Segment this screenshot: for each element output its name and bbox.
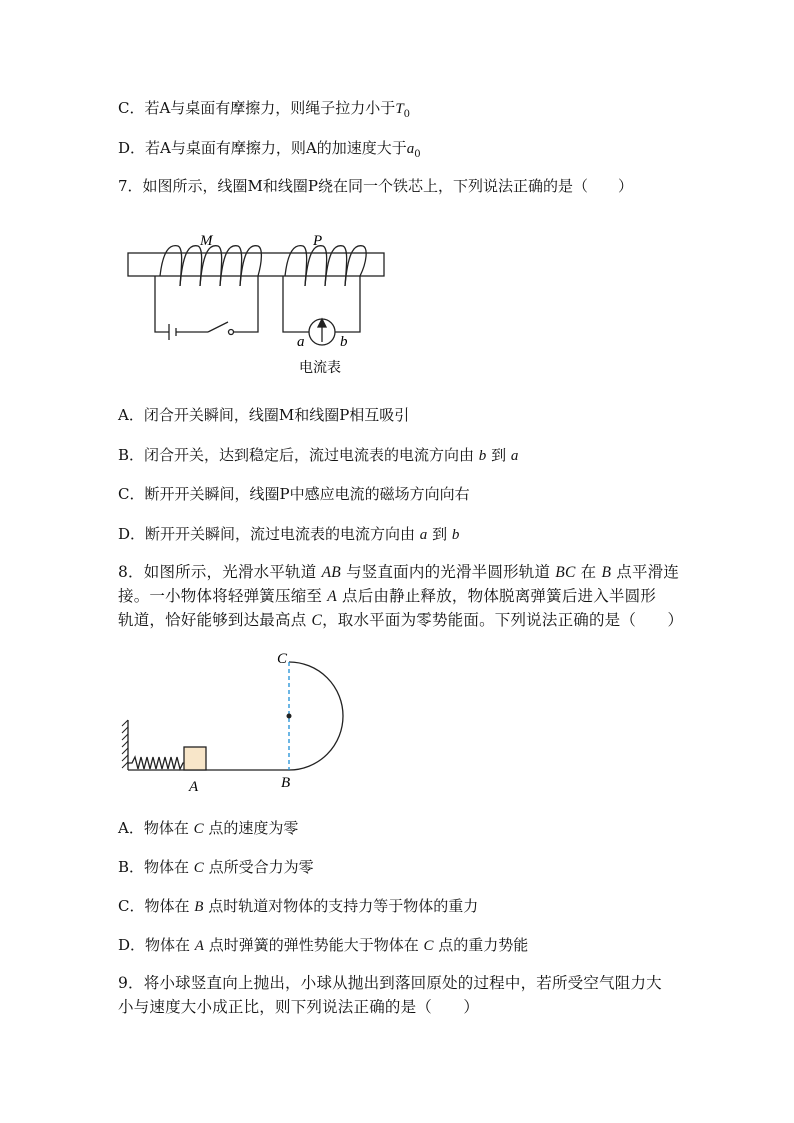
q7-option-d: D．断开开关瞬间，流过电流表的电流方向由 a 到 b <box>118 525 460 543</box>
coil-p <box>285 246 366 286</box>
q8-stem-line3: 轨道，恰好能够到达最高点 C，取水平面为零势能面。下列说法正确的是（ ） <box>118 611 684 629</box>
label-c-point: C <box>277 651 288 667</box>
q8-stem-line1: 8．如图所示，光滑水平轨道 AB 与竖直面内的光滑半圆形轨道 BC 在 B 点平滑连 <box>118 563 680 581</box>
semicircle-track <box>289 662 343 770</box>
q8-option-c: C．物体在 B 点时轨道对物体的支持力等于物体的重力 <box>118 897 479 915</box>
spring <box>128 757 184 769</box>
label-m: M <box>200 233 213 249</box>
wall-hatching <box>122 720 128 768</box>
label-p: P <box>313 233 323 249</box>
label-b-terminal: b <box>340 334 348 350</box>
q6-option-c: C．若A与桌面有摩擦力，则绳子拉力小于$T_0$ <box>118 99 411 120</box>
label-b-point: B <box>281 775 291 791</box>
coil-m <box>160 246 261 286</box>
center-point <box>287 714 292 719</box>
q8-option-d: D．物体在 A 点时弹簧的弹性势能大于物体在 C 点的重力势能 <box>118 936 529 954</box>
q9-stem-line2: 小与速度大小成正比，则下列说法正确的是（ ） <box>118 998 480 1016</box>
ammeter-caption: 电流表 <box>299 361 341 376</box>
label-a-point: A <box>189 779 199 795</box>
q8-option-b: B．物体在 C 点所受合力为零 <box>118 858 314 876</box>
q7-option-a: A．闭合开关瞬间，线圈M和线圈P相互吸引 <box>118 406 410 424</box>
q8-track-figure <box>122 662 343 770</box>
ammeter-circuit <box>283 276 360 345</box>
q7-option-b: B．闭合开关，达到稳定后，流过电流表的电流方向由 b 到 a <box>118 446 519 464</box>
battery-switch-circuit <box>155 276 258 340</box>
label-a-terminal: a <box>297 334 305 350</box>
q9-stem-line1: 9．将小球竖直向上抛出，小球从抛出到落回原处的过程中，若所受空气阻力大 <box>118 974 662 992</box>
q8-stem-line2: 接。一小物体将轻弹簧压缩至 A 点后由静止释放，物体脱离弹簧后进入半圆形 <box>118 587 657 605</box>
q6-option-d: D．若A与桌面有摩擦力，则A的加速度大于$a_0$ <box>118 139 421 160</box>
q8-option-a: A．物体在 C 点的速度为零 <box>118 819 299 837</box>
q7-stem: 7．如图所示，线圈M和线圈P绕在同一个铁芯上，下列说法正确的是（ ） <box>118 177 633 195</box>
block <box>184 747 206 770</box>
q7-option-c: C．断开开关瞬间，线圈P中感应电流的磁场方向向右 <box>118 485 470 503</box>
